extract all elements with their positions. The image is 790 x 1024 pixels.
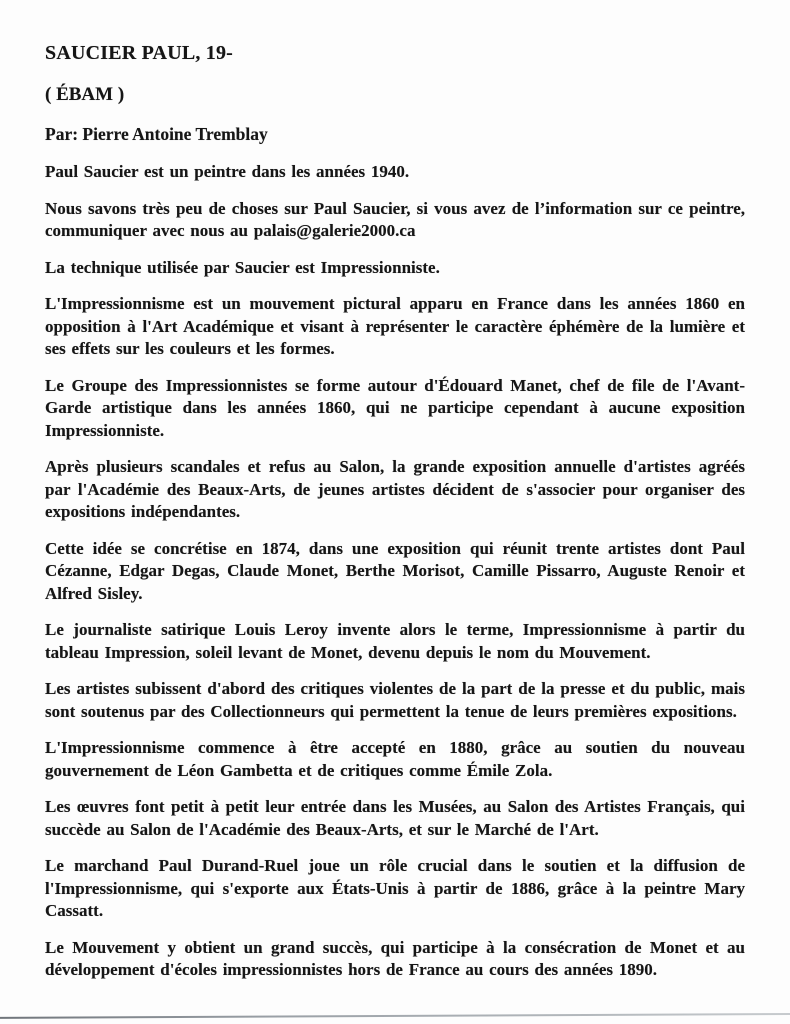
paragraph: Les artistes subissent d'abord des critiques violentes de la part de la presse et du public, mais sont soutenus par des Collectionneurs qui permettent la tenue de leurs premières expositions. xyxy=(45,679,745,721)
body-paragraphs xyxy=(45,161,745,982)
paragraph: Paul Saucier est un peintre dans les années 1940. xyxy=(45,162,410,181)
paragraph: Le marchand Paul Durand-Ruel joue un rôle crucial dans le soutien et la diffusion de l'Impressionnisme, qui s'exporte aux États-Unis à partir de 1886, grâce à la peintre Mary Cassatt. xyxy=(45,856,745,920)
paragraph: Le Mouvement y obtient un grand succès, qui participe à la consécration de Monet et au développement d'écoles impressionnistes hors de France au cours des années 1890. xyxy=(45,937,745,979)
paragraph: Les œuvres font petit à petit leur entrée dans les Musées, au Salon des Artistes Français, qui succède au Salon de l'Académie des Beaux-Arts, et sur le Marché de l'Art. xyxy=(45,797,745,839)
paragraph: L'Impressionnisme commence à être accepté en 1880, grâce au soutien du nouveau gouvernement de Léon Gambetta et de critiques comme Émile Zola. xyxy=(45,738,745,780)
document-subtitle: ( ÉBAM ) xyxy=(45,84,125,105)
paragraph: L'Impressionnisme est un mouvement pictural apparu en France dans les années 1860 en opposition à l'Art Académique et visant à représenter le caractère éphémère de la lumière et ses effets sur les couleurs et les formes. xyxy=(45,294,745,358)
author-byline: Par: Pierre Antoine Tremblay xyxy=(45,124,268,144)
paragraph: La technique utilisée par Saucier est Impressionniste. xyxy=(45,257,440,277)
paragraph: Cette idée se concrétise en 1874, dans une exposition qui réunit trente artistes dont Paul Cézanne, Edgar Degas, Claude Monet, Berthe Morisot, Camille Pissarro, Auguste Renoir et Alfred Sisley. xyxy=(45,538,745,603)
page-title: SAUCIER PAUL, 19- xyxy=(45,42,234,64)
paragraph: Le journaliste satirique Louis Leroy invente alors le terme, Impressionnisme à partir du tableau Impression, soleil levant de Monet, devenu depuis le nom du Mouvement. xyxy=(45,620,745,662)
scan-page-edge-artifact xyxy=(0,1013,790,1019)
paragraph: Le Groupe des Impressionnistes se forme autour d'Édouard Manet, chef de file de l'Avant-Garde artistique dans les années 1860, qui ne participe cependant à aucune exposition Impressionniste. xyxy=(45,375,745,440)
paragraph: Après plusieurs scandales et refus au Salon, la grande exposition annuelle d'artistes agréés par l'Académie des Beaux-Arts, de jeunes artistes décident de s'associer pour organiser des expositions indépendantes. xyxy=(45,457,745,521)
paragraph: Nous savons très peu de choses sur Paul Saucier, si vous avez de l’information sur ce peintre, communiquer avec nous au palais@galerie2000.ca xyxy=(45,198,745,240)
